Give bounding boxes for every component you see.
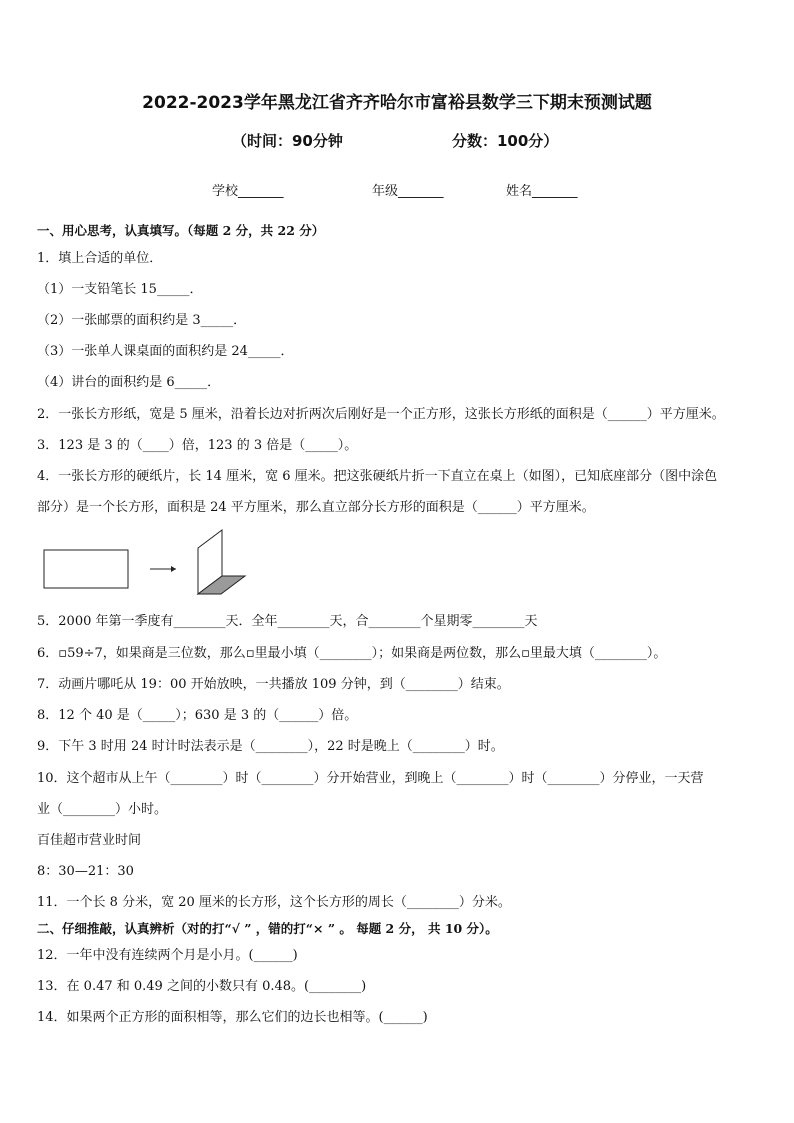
question-7: 7．动画片哪吒从 19：00 开始放映，一共播放 109 分钟，到（________）结束。 xyxy=(37,677,510,692)
store-hours-title: 百佳超市营业时间 xyxy=(37,833,142,848)
question-5: 5．2000 年第一季度有________天．全年________天，合________个星期零________天 xyxy=(37,614,538,629)
question-2: 2．一张长方形纸，宽是 5 厘米，沿着长边对折两次后刚好是一个正方形，这张长方形纸的面积是（______）平方厘米。 xyxy=(37,407,725,422)
question-1-part-3: （3）一张单人课桌面的面积约是 24_____． xyxy=(37,344,294,359)
question-10-line-1: 10．这个超市从上午（________）时（________）分开始营业，到晚上（________）时（________）分停业，一天营 xyxy=(37,771,704,786)
question-11: 11．一个长 8 分米，宽 20 厘米的长方形，这个长方形的周长（________）分米。 xyxy=(37,895,511,910)
grade-field: 年级_______ xyxy=(372,184,444,199)
name-field: 姓名_______ xyxy=(506,184,578,199)
question-12: 12．一年中没有连续两个月是小月。(______) xyxy=(37,948,298,963)
exam-time: （时间：90分钟 xyxy=(232,132,343,150)
store-hours-value: 8：30—21：30 xyxy=(37,864,134,879)
section-1-heading: 一、用心思考，认真填写。（每题 2 分，共 22 分） xyxy=(37,223,325,238)
school-field: 学校_______ xyxy=(212,184,284,199)
folded-card-figure xyxy=(40,528,260,600)
section-2-heading: 二、仔细推敲，认真辨析（对的打“√ ” ，错的打“× ” 。 每题 2 分， 共 10 分）。 xyxy=(37,921,498,936)
question-1: 1．填上合适的单位． xyxy=(37,251,163,266)
question-14: 14．如果两个正方形的面积相等，那么它们的边长也相等。(______) xyxy=(37,1010,428,1025)
question-8: 8．12 个 40 是（_____）；630 是 3 的（______）倍。 xyxy=(37,708,358,723)
question-9: 9．下午 3 时用 24 时计时法表示是（________），22 时是晚上（________）时。 xyxy=(37,739,504,754)
flat-card-rectangle xyxy=(44,550,128,588)
question-1-part-1: （1）一支铅笔长 15_____． xyxy=(37,282,203,297)
base-part-shaded xyxy=(198,576,245,594)
exam-title: 2022-2023学年黑龙江省齐齐哈尔市富裕县数学三下期末预测试题 xyxy=(142,93,652,113)
question-1-part-2: （2）一张邮票的面积约是 3_____． xyxy=(37,313,247,328)
question-3: 3．123 是 3 的（____）倍，123 的 3 倍是（_____）。 xyxy=(37,438,358,453)
question-4-line-1: 4．一张长方形的硬纸片，长 14 厘米，宽 6 厘米。把这张硬纸片折一下直立在桌上（如图），已知底座部分（图中涂色 xyxy=(37,469,718,484)
question-13: 13．在 0.47 和 0.49 之间的小数只有 0.48。(________) xyxy=(37,979,367,994)
question-1-part-4: （4）讲台的面积约是 6_____． xyxy=(37,375,221,390)
question-4-line-2: 部分）是一个长方形，面积是 24 平方厘米，那么直立部分长方形的面积是（______）平方厘米。 xyxy=(37,500,595,515)
question-10-line-2: 业（________）小时。 xyxy=(37,802,168,817)
exam-score: 分数：100分） xyxy=(452,132,559,150)
question-6: 6．▫59÷7，如果商是三位数，那么▫里最小填（________）；如果商是两位数，那么▫里最大填（________）。 xyxy=(37,646,667,661)
